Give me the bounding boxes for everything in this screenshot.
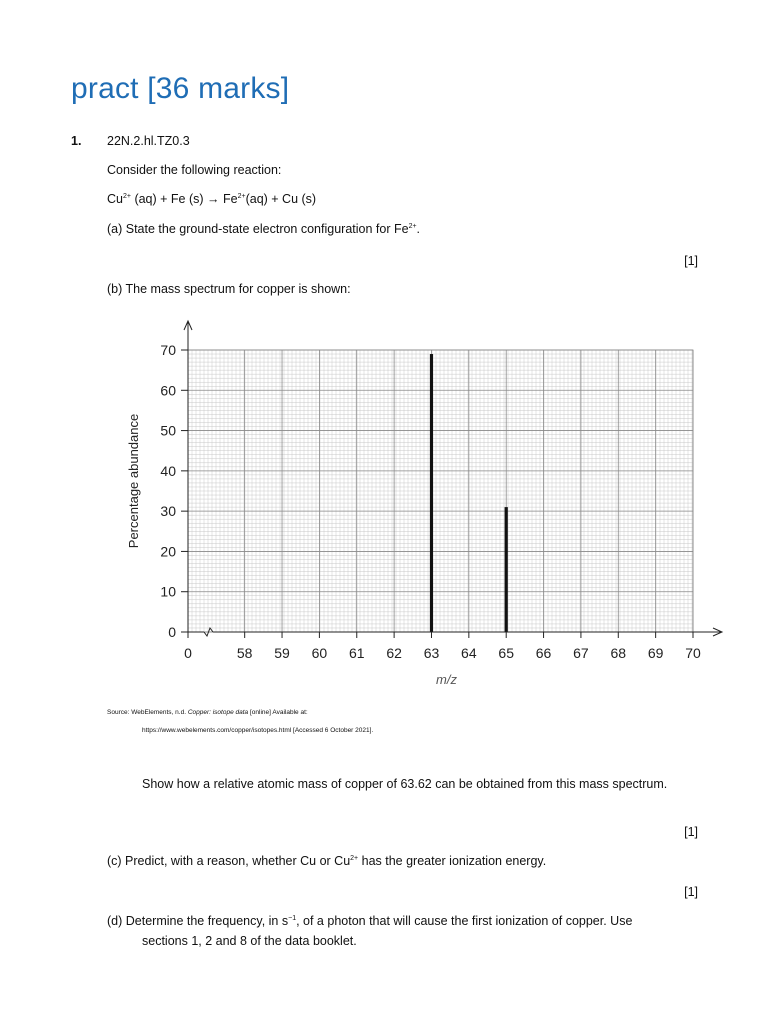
part-c-marks: [1] bbox=[684, 885, 698, 899]
part-d-post: , of a photon that will cause the first ionization of copper. Use bbox=[296, 914, 633, 928]
source-pre: Source: WebElements, n.d. bbox=[107, 709, 188, 716]
part-c-question bbox=[107, 854, 546, 868]
part-b-instruction: Show how a relative atomic mass of copper of 63.62 can be obtained from this mass spectrum. bbox=[142, 777, 668, 791]
part-c-post: has the greater ionization energy. bbox=[358, 854, 547, 868]
y-tick-label: 40 bbox=[160, 462, 176, 479]
part-b-question: (b) The mass spectrum for copper is shown: bbox=[107, 282, 351, 296]
question-number: 1. bbox=[71, 134, 82, 148]
part-d-pre: (d) Determine the frequency, in s bbox=[107, 914, 289, 928]
y-tick-label: 30 bbox=[160, 503, 176, 520]
reaction-fe-charge: 2+ bbox=[237, 192, 246, 200]
source-citation-line2: https://www.webelements.com/copper/isotopes.html [Accessed 6 October 2021]. bbox=[142, 727, 374, 734]
part-a-question bbox=[107, 222, 420, 236]
chart-grid-minor bbox=[188, 350, 693, 632]
part-b-marks: [1] bbox=[684, 825, 698, 839]
x-tick-label: 63 bbox=[423, 645, 440, 661]
mass-spectrum-chart bbox=[100, 310, 730, 690]
reaction-part1: (aq) + Fe (s) → Fe bbox=[130, 192, 238, 206]
part-c-charge: 2+ bbox=[350, 854, 359, 862]
y-tick-label: 10 bbox=[160, 583, 176, 600]
x-tick-label: 61 bbox=[348, 645, 365, 661]
y-tick-label: 50 bbox=[160, 422, 176, 439]
part-a-marks: [1] bbox=[684, 254, 698, 268]
source-title: Copper: isotope data bbox=[187, 709, 249, 716]
x-tick-label: 62 bbox=[386, 645, 402, 661]
x-tick-label: 60 bbox=[311, 645, 328, 661]
x-tick-label: 0 bbox=[184, 645, 192, 661]
source-post: [online] Available at: bbox=[248, 709, 308, 716]
reaction-equation bbox=[107, 192, 316, 206]
reaction-cu-charge: 2+ bbox=[122, 192, 131, 200]
question-intro: Consider the following reaction: bbox=[107, 163, 282, 177]
x-tick-label: 59 bbox=[274, 645, 290, 661]
x-axis-label: m/z bbox=[436, 672, 457, 687]
chart-axes bbox=[184, 321, 722, 636]
page-title: pract [36 marks] bbox=[71, 72, 290, 105]
spectrum-bar-mz-65 bbox=[505, 507, 508, 632]
x-tick-label: 64 bbox=[461, 645, 477, 661]
y-tick-label: 20 bbox=[160, 543, 176, 560]
part-a-charge: 2+ bbox=[408, 222, 417, 230]
source-citation-line1 bbox=[107, 709, 308, 716]
part-a-end: . bbox=[416, 222, 421, 236]
part-a-text: (a) State the ground-state electron configuration for Fe bbox=[107, 222, 409, 236]
x-tick-label: 70 bbox=[685, 645, 701, 661]
y-tick-label: 0 bbox=[168, 624, 176, 640]
spectrum-bar-mz-63 bbox=[430, 354, 433, 632]
reaction-cu: Cu bbox=[107, 192, 123, 206]
x-tick-label: 69 bbox=[647, 645, 664, 661]
x-tick-label: 68 bbox=[610, 645, 627, 661]
x-tick-label: 66 bbox=[535, 645, 552, 661]
x-tick-label: 65 bbox=[498, 645, 514, 661]
y-tick-label: 70 bbox=[160, 342, 176, 358]
part-d-unit: −1 bbox=[288, 914, 297, 922]
question-code: 22N.2.hl.TZ0.3 bbox=[107, 134, 190, 148]
y-tick-label: 60 bbox=[160, 382, 176, 399]
part-c-pre: (c) Predict, with a reason, whether Cu or Cu bbox=[107, 854, 351, 868]
reaction-part2: (aq) + Cu (s) bbox=[245, 192, 317, 206]
x-tick-label: 67 bbox=[573, 645, 589, 661]
y-axis-label: Percentage abundance bbox=[126, 413, 141, 549]
part-d-line2: sections 1, 2 and 8 of the data booklet. bbox=[142, 934, 357, 948]
part-d-question bbox=[107, 914, 632, 928]
x-tick-label: 58 bbox=[236, 645, 253, 661]
